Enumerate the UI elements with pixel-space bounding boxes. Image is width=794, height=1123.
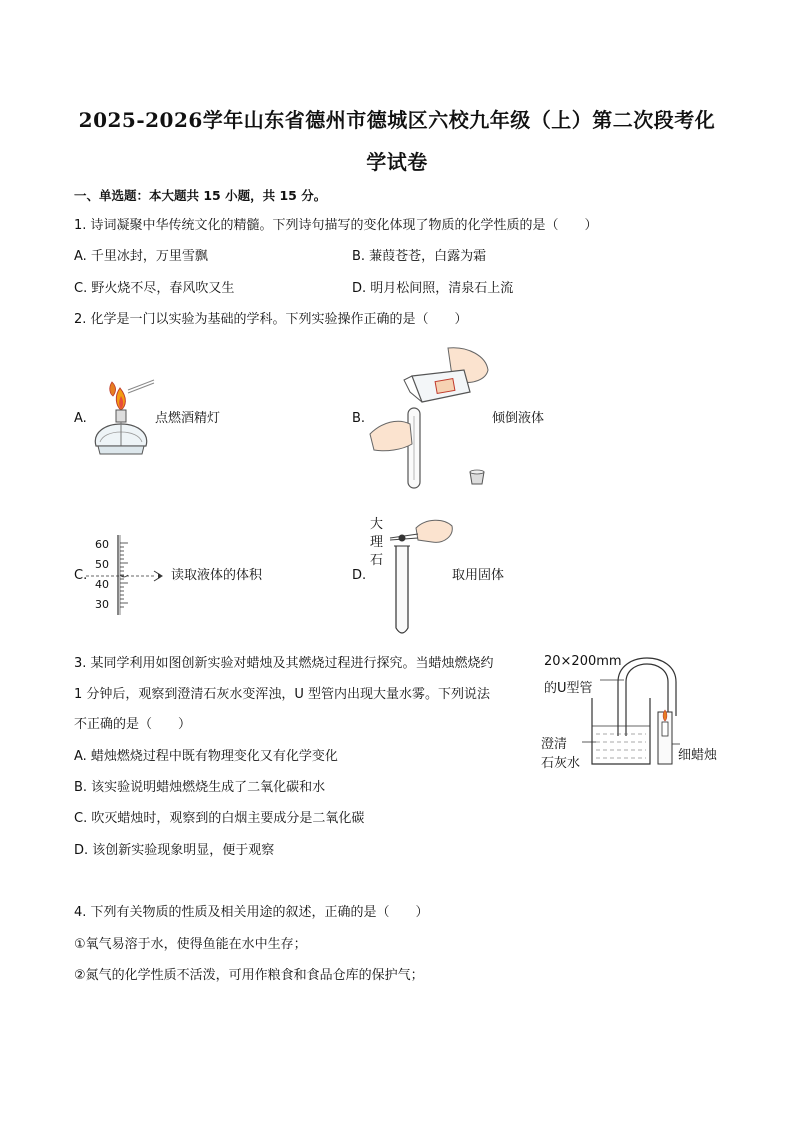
limewater-label-line2: 石灰水 [541,756,581,771]
cylinder-tick-60: 60 [95,538,109,551]
question-1-option-c: C. 野火烧不尽，春风吹又生 [74,281,235,296]
question-4-item-1: ①氧气易溶于水，使得鱼能在水中生存； [74,937,307,952]
question-2-option-b-letter: B. [352,411,366,426]
question-4-item-2: ②氮气的化学性质不活泼，可用作粮食和食品仓库的保护气； [74,968,424,983]
marble-label-char-3: 石 [370,553,384,568]
question-3-option-a: A. 蜡烛燃烧过程中既有物理变化又有化学变化 [74,749,338,764]
question-1-option-b: B. 蒹葭苍苍，白露为霜 [352,249,487,264]
exam-title-line1: 2025-2026学年山东省德州市德城区六校九年级（上）第二次段考化 [78,108,716,132]
limewater-label-line1: 澄清 [541,737,568,752]
pouring-liquid-figure [368,346,498,491]
question-1-option-a: A. 千里冰封，万里雪飘 [74,249,208,264]
section-heading: 一、单选题：本大题共 15 小题，共 15 分。 [74,188,327,203]
question-2-option-c-letter: C. [74,568,88,583]
cylinder-tick-30: 30 [95,598,109,611]
question-1-option-d: D. 明月松间照，清泉石上流 [352,281,514,296]
question-3-option-d: D. 该创新实验现象明显，便于观察 [74,843,275,858]
marble-label-char-2: 理 [370,535,384,550]
question-3-option-c: C. 吹灭蜡烛时，观察到的白烟主要成分是二氧化碳 [74,811,365,826]
question-3-stem-line1: 3. 某同学利用如图创新实验对蜡烛及其燃烧过程进行探究。当蜡烛燃烧约 [74,656,494,671]
question-2-option-a-caption: 点燃酒精灯 [155,411,221,426]
utube-label-size: 20×200mm [544,654,622,669]
question-3-option-b: B. 该实验说明蜡烛燃烧生成了二氧化碳和水 [74,780,326,795]
taking-solid-figure [386,516,458,640]
cylinder-tick-40: 40 [95,578,109,591]
cylinder-tick-50: 50 [95,558,109,571]
question-2-option-a-letter: A. [74,411,87,426]
question-2-option-b-caption: 倾倒液体 [492,411,545,426]
exam-title-line2: 学试卷 [366,150,428,174]
candle-label: 细蜡烛 [678,748,718,763]
question-4-stem: 4. 下列有关物质的性质及相关用途的叙述，正确的是（ ） [74,905,429,920]
alcohol-lamp-figure [88,376,158,466]
question-3-stem-line3: 不正确的是（ ） [74,717,192,732]
question-2-stem: 2. 化学是一门以实验为基础的学科。下列实验操作正确的是（ ） [74,312,468,327]
question-2-option-d-caption: 取用固体 [452,568,505,583]
marble-label-char-1: 大 [370,517,384,532]
question-3-stem-line2: 1 分钟后，观察到澄清石灰水变浑浊，U 型管内出现大量水雾。下列说法 [74,687,491,702]
utube-apparatus-figure [590,654,682,772]
utube-label-name: 的U型管 [544,681,593,696]
question-1-stem: 1. 诗词凝聚中华传统文化的精髓。下列诗句描写的变化体现了物质的化学性质的是（ ） [74,218,598,233]
question-2-option-d-letter: D. [352,568,367,583]
question-2-option-c-caption: 读取液体的体积 [171,568,263,583]
